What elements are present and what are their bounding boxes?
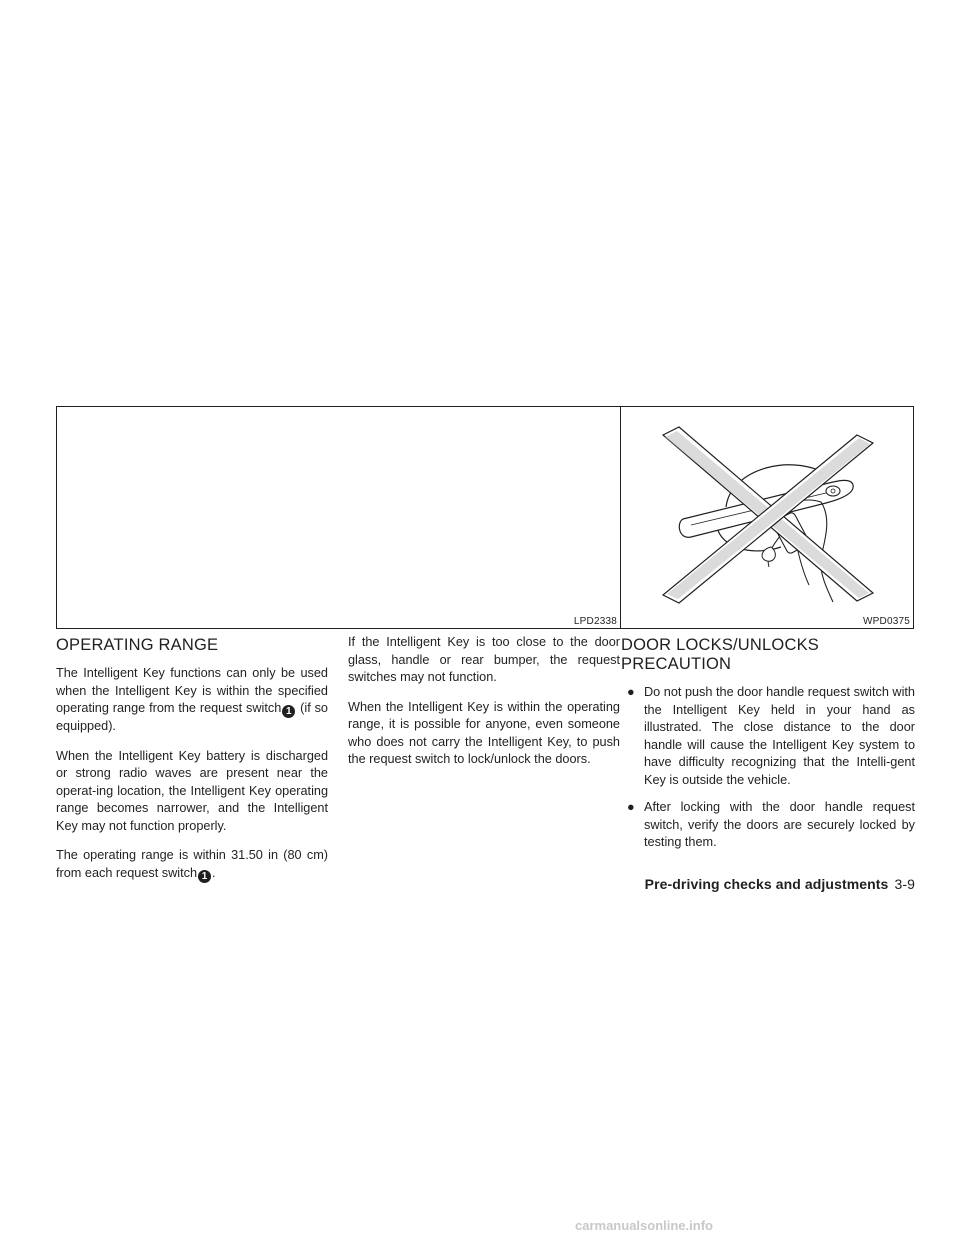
watermark: carmanualsonline.info — [575, 1218, 713, 1233]
figure-code: WPD0375 — [863, 616, 910, 627]
section-heading: DOOR LOCKS/UNLOCKS PRECAUTION — [621, 636, 819, 673]
list-item: ● After locking with the door handle request switch, verify the doors are securely locked by testing them. — [627, 800, 915, 849]
door-handle-crossed-out-drawing — [621, 407, 915, 630]
section-heading: OPERATING RANGE — [56, 636, 219, 654]
column-operating-range — [56, 636, 328, 895]
figure-code: LPD2338 — [573, 616, 617, 627]
paragraph: When the Intelligent Key is within the operating range, it is possible for anyone, even someone who does not carry the Intelligent Key, to push the request switch to lock/unlock the doors. — [348, 699, 620, 766]
bullet-icon: ● — [627, 685, 635, 699]
illustration-door-handle-warning — [620, 406, 914, 629]
list-item: ● Do not push the door handle request switch with the Intelligent Key held in your hand as illustrated. The close distance to the door handle will cause the Intelligent Key system to have difficulty recognizing that the Intelli-gent Key is outside the vehicle. — [627, 685, 915, 787]
section-title: Pre-driving checks and adjustments — [644, 876, 889, 892]
callout-marker: 1 — [198, 870, 211, 883]
column-operating-range-continued — [348, 634, 620, 781]
page-footer — [645, 876, 915, 892]
bullet-icon: ● — [627, 800, 635, 814]
paragraph: The operating range is within 31.50 in (80 cm) from each request switch 1 . — [56, 848, 328, 882]
paragraph: If the Intelligent Key is too close to the door glass, handle or rear bumper, the request switches may not function. — [348, 635, 620, 684]
column-door-locks — [621, 636, 915, 862]
precaution-list — [621, 684, 915, 852]
page-number: 3-9 — [894, 876, 915, 892]
callout-marker: 1 — [282, 705, 295, 718]
paragraph: When the Intelligent Key battery is discharged or strong radio waves are present near the operat-ing location, the Intelligent Key operating range becomes narrower, and the Intelligent Key may not function properly. — [56, 748, 328, 833]
paragraph: The Intelligent Key functions can only be used when the Intelligent Key is within the specified operating range from the request switch 1 (if so equipped). — [56, 666, 328, 733]
illustration-operating-range — [56, 406, 621, 629]
